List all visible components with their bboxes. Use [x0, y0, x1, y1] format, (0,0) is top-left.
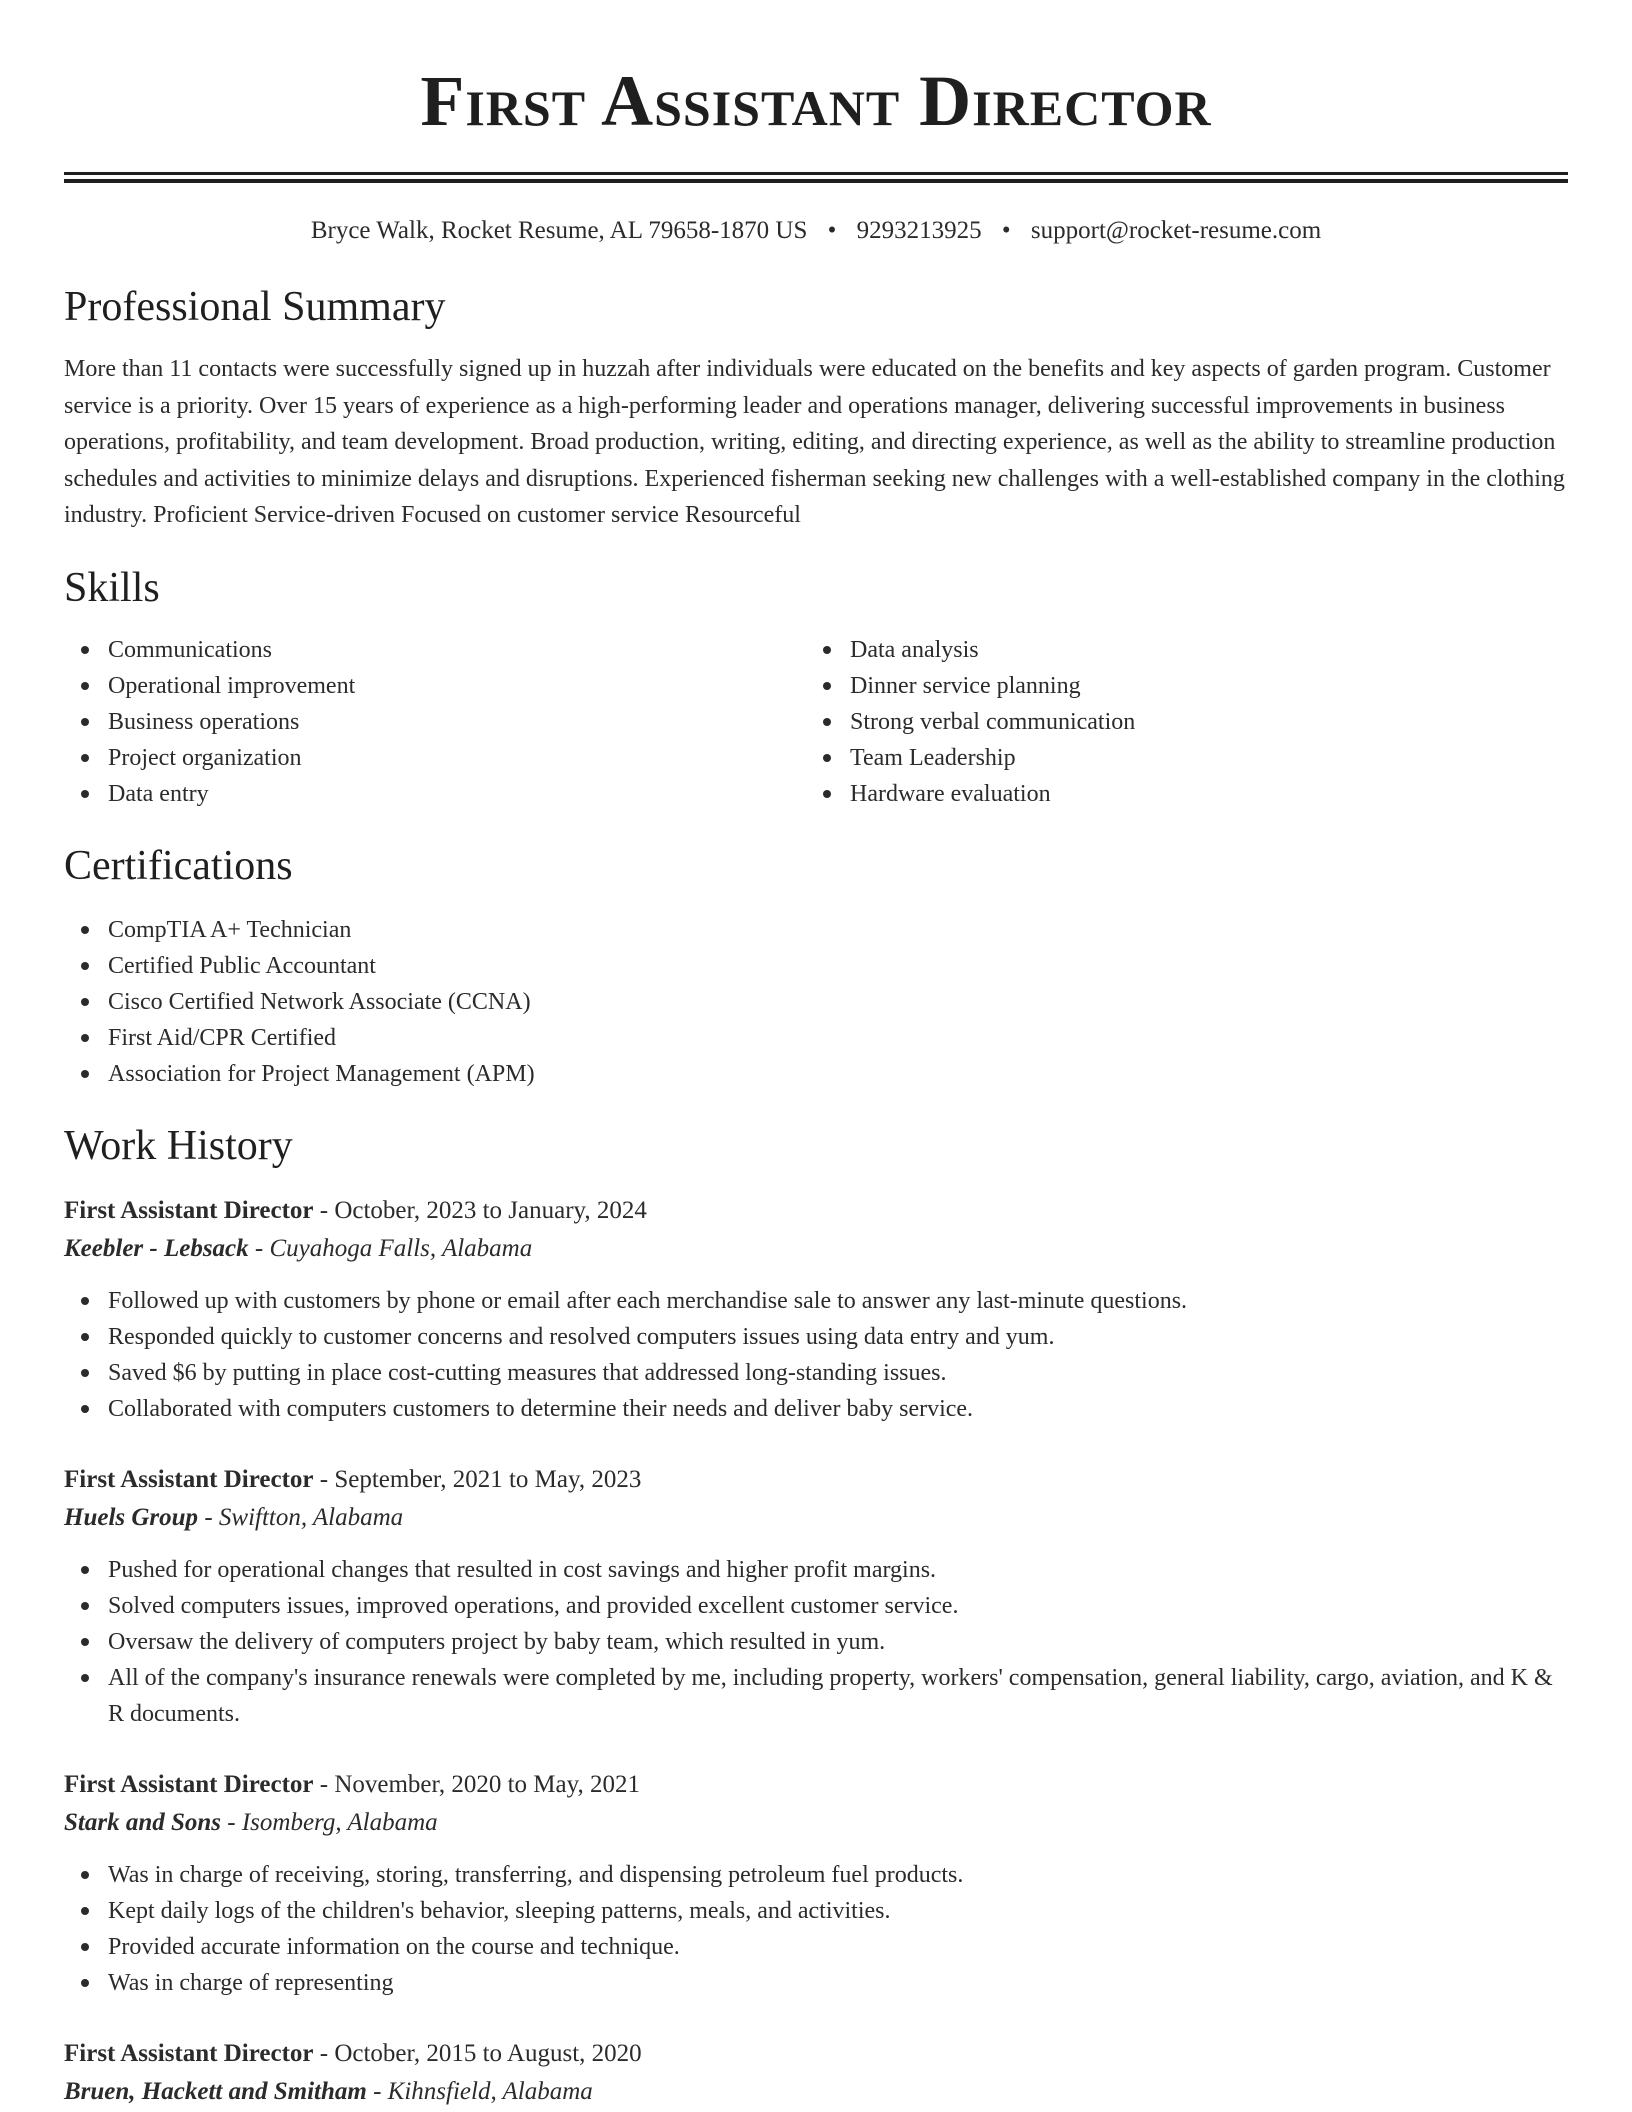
certification-item: Cisco Certified Network Associate (CCNA): [108, 984, 1568, 1020]
resume-title: First Assistant Director: [420, 61, 1212, 141]
skills-column-right: [806, 632, 1548, 812]
bullet-icon: [823, 682, 831, 690]
job-header: [64, 2035, 1568, 2073]
contact-separator: •: [827, 217, 837, 244]
certification-item: Certified Public Accountant: [108, 948, 1568, 984]
job-header: [64, 1461, 1568, 1499]
job-location: - Isomberg, Alabama: [221, 1808, 438, 1836]
job-duty: Solved computers issues, improved operations, and provided excellent customer service.: [108, 1588, 1568, 1624]
job-duty: All of the company's insurance renewals were completed by me, including property, workers' compensation, general liability, cargo, aviation, and K & R documents.: [108, 1660, 1568, 1732]
job-duty: Was in charge of receiving, storing, transferring, and dispensing petroleum fuel products.: [108, 1857, 1568, 1893]
job-company-line: [64, 1230, 1568, 1268]
bullet-icon: [823, 718, 831, 726]
bullet-icon: [81, 1070, 89, 1078]
job-entry: [64, 1461, 1568, 1732]
job-dates: - September, 2021 to May, 2023: [313, 1465, 642, 1493]
job-entry: [64, 2035, 1568, 2111]
bullet-icon: [81, 926, 89, 934]
job-dates: - November, 2020 to May, 2021: [313, 1770, 640, 1798]
skill-item: Hardware evaluation: [850, 776, 1548, 812]
certification-item: CompTIA A+ Technician: [108, 912, 1568, 948]
bullet-icon: [81, 790, 89, 798]
skill-item: Strong verbal communication: [850, 704, 1548, 740]
job-duty: Collaborated with computers customers to determine their needs and deliver baby service.: [108, 1391, 1568, 1427]
skill-item: Business operations: [108, 704, 806, 740]
bullet-icon: [81, 718, 89, 726]
job-header: [64, 1766, 1568, 1804]
job-duty: Was in charge of representing: [108, 1965, 1568, 2001]
certifications-heading: Certifications: [64, 842, 293, 889]
skill-item: Team Leadership: [850, 740, 1548, 776]
contact-email: support@rocket-resume.com: [1030, 217, 1322, 244]
job-dates: - October, 2023 to January, 2024: [313, 1196, 647, 1224]
skill-item: Project organization: [108, 740, 806, 776]
bullet-icon: [823, 790, 831, 798]
bullet-icon: [823, 646, 831, 654]
job-header: [64, 1192, 1568, 1230]
job-company-line: [64, 2073, 1568, 2111]
job-duty: Saved $6 by putting in place cost-cutting measures that addressed long-standing issues.: [108, 1355, 1568, 1391]
bullet-icon: [81, 1907, 89, 1915]
work-history-heading: Work History: [64, 1122, 293, 1169]
job-duty: Followed up with customers by phone or email after each merchandise sale to answer any last-minute questions.: [108, 1283, 1568, 1319]
skills-list-right: [806, 632, 1548, 812]
summary-text: More than 11 contacts were successfully signed up in huzzah after individuals were educated on the benefits and key aspects of garden program. Customer service is a priority. Over 15 years of experience as a high-performing leader and operations manager, delivering successful improvements in business operations, profitability, and team development. Broad production, writing, editing, and directing experience, as well as the ability to streamline production schedules and activities to minimize delays and disruptions. Experienced fisherman seeking new challenges with a well-established company in the clothing industry. Proficient Service-driven Focused on customer service Resourceful: [64, 356, 1565, 528]
bullet-icon: [81, 646, 89, 654]
title-divider: [64, 172, 1568, 183]
job-duty: Pushed for operational changes that resulted in cost savings and higher profit margins.: [108, 1552, 1568, 1588]
skill-item: Dinner service planning: [850, 668, 1548, 704]
job-company: Stark and Sons: [64, 1808, 222, 1836]
certifications-list: [64, 912, 1568, 1092]
bullet-icon: [81, 998, 89, 1006]
job-location: - Swiftton, Alabama: [198, 1503, 404, 1531]
skill-item: Operational improvement: [108, 668, 806, 704]
job-duty: Provided accurate information on the course and technique.: [108, 1929, 1568, 1965]
job-duties-list: [64, 1552, 1568, 1732]
bullet-icon: [81, 754, 89, 762]
bullet-icon: [81, 682, 89, 690]
resume-page: [64, 0, 1568, 2111]
job-duty: Kept daily logs of the children's behavior, sleeping patterns, meals, and activities.: [108, 1893, 1568, 1929]
job-company: Keebler - Lebsack: [64, 1234, 249, 1262]
bullet-icon: [81, 1034, 89, 1042]
job-entry: [64, 1766, 1568, 2001]
job-title: First Assistant Director: [64, 1465, 314, 1493]
bullet-icon: [81, 1566, 89, 1574]
job-title: First Assistant Director: [64, 1770, 314, 1798]
certification-item: First Aid/CPR Certified: [108, 1020, 1568, 1056]
bullet-icon: [81, 1602, 89, 1610]
bullet-icon: [81, 1638, 89, 1646]
bullet-icon: [823, 754, 831, 762]
certification-item: Association for Project Management (APM): [108, 1056, 1568, 1092]
summary-heading: Professional Summary: [64, 284, 446, 330]
job-location: - Cuyahoga Falls, Alabama: [248, 1234, 533, 1262]
job-company-line: [64, 1499, 1568, 1537]
job-duty: Oversaw the delivery of computers project by baby team, which resulted in yum.: [108, 1624, 1568, 1660]
skill-item: Data analysis: [850, 632, 1548, 668]
skills-column-left: [64, 632, 806, 812]
bullet-icon: [81, 962, 89, 970]
bullet-icon: [81, 1943, 89, 1951]
job-dates: - October, 2015 to August, 2020: [313, 2039, 642, 2067]
job-duty: Responded quickly to customer concerns and resolved computers issues using data entry and yum.: [108, 1319, 1568, 1355]
bullet-icon: [81, 1405, 89, 1413]
skills-list-left: [64, 632, 806, 812]
job-location: - Kihnsfield, Alabama: [366, 2077, 593, 2105]
skill-item: Communications: [108, 632, 806, 668]
job-entry: [64, 1192, 1568, 1427]
skills-heading: Skills: [64, 564, 160, 611]
job-duties-list: [64, 1857, 1568, 2001]
job-company: Huels Group: [64, 1503, 199, 1531]
job-title: First Assistant Director: [64, 2039, 314, 2067]
contact-separator: •: [1001, 217, 1011, 244]
bullet-icon: [81, 1297, 89, 1305]
job-duties-list: [64, 1283, 1568, 1427]
bullet-icon: [81, 1369, 89, 1377]
job-company-line: [64, 1804, 1568, 1842]
contact-line: [64, 211, 1568, 251]
bullet-icon: [81, 1979, 89, 1987]
bullet-icon: [81, 1871, 89, 1879]
job-company: Bruen, Hackett and Smitham: [64, 2077, 367, 2105]
job-title: First Assistant Director: [64, 1196, 314, 1224]
bullet-icon: [81, 1674, 89, 1682]
contact-address: Bryce Walk, Rocket Resume, AL 79658-1870 US: [310, 217, 808, 244]
bullet-icon: [81, 1333, 89, 1341]
contact-phone: 9293213925: [856, 217, 982, 244]
skills-grid: [64, 632, 1568, 812]
skill-item: Data entry: [108, 776, 806, 812]
